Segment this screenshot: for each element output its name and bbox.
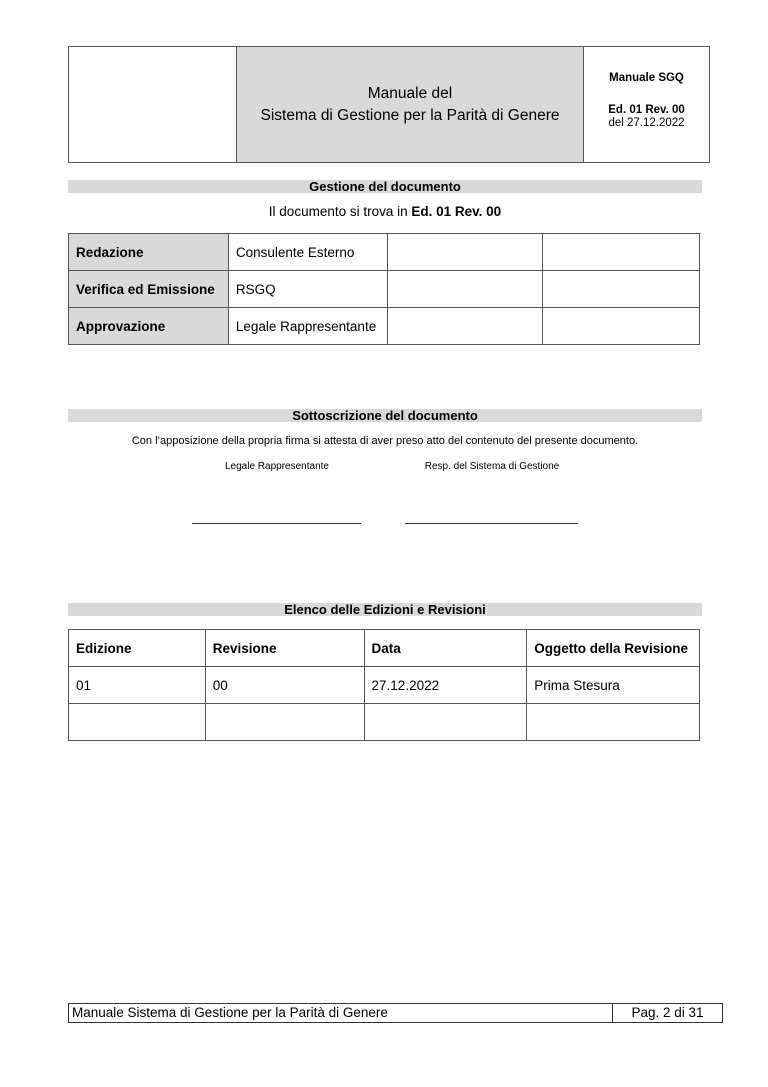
signer-label-1: Legale Rappresentante [225, 461, 329, 472]
table-row [69, 667, 700, 704]
page-footer [68, 1003, 723, 1023]
table-row [69, 234, 700, 271]
revisions-table [68, 629, 700, 741]
edition: Ed. 01 Rev. 00 [608, 104, 685, 116]
column-header: Data [364, 630, 527, 667]
empty-cell [387, 308, 543, 345]
document-title [237, 47, 584, 162]
empty-cell [543, 234, 700, 271]
footer-title: Manuale Sistema di Gestione per la Parità di Genere [69, 1004, 613, 1022]
row-value: Consulente Esterno [228, 234, 387, 271]
table-cell: 00 [205, 667, 364, 704]
table-cell [69, 704, 206, 741]
row-label: Approvazione [69, 308, 229, 345]
doc-code: Manuale SGQ [609, 72, 684, 84]
document-header [68, 46, 710, 163]
table-row [69, 271, 700, 308]
table-cell [205, 704, 364, 741]
approval-table [68, 233, 700, 345]
table-cell [364, 704, 527, 741]
signature-statement: Con l’apposizione della propria firma si attesta di aver preso atto del contenuto del presente documento. [131, 435, 639, 447]
page-number: Pag. 2 di 31 [631, 1005, 704, 1020]
section-heading-revisioni: Elenco delle Edizioni e Revisioni [68, 603, 702, 616]
column-header: Revisione [205, 630, 364, 667]
signature-line-1[interactable] [192, 523, 361, 524]
empty-cell [543, 308, 700, 345]
table-cell [527, 704, 700, 741]
section-heading-gestione: Gestione del documento [68, 180, 702, 193]
section-heading-sottoscrizione: Sottoscrizione del documento [68, 409, 702, 422]
column-header: Edizione [69, 630, 206, 667]
column-header: Oggetto della Revisione [527, 630, 700, 667]
edition-date: del 27.12.2022 [608, 117, 685, 129]
document-status [68, 204, 702, 219]
empty-cell [387, 271, 543, 308]
row-value: Legale Rappresentante [228, 308, 387, 345]
signer-label-2: Resp. del Sistema di Gestione [424, 461, 560, 472]
row-label: Verifica ed Emissione [69, 271, 229, 308]
table-cell: 27.12.2022 [364, 667, 527, 704]
logo-area [69, 47, 237, 162]
row-label: Redazione [69, 234, 229, 271]
table-row [69, 308, 700, 345]
status-prefix: Il documento si trova in [268, 204, 412, 219]
title-line-2: Sistema di Gestione per la Parità di Genere [260, 106, 560, 124]
table-cell: 01 [69, 667, 206, 704]
status-edition: Ed. 01 Rev. 00 [411, 204, 502, 219]
row-value: RSGQ [228, 271, 387, 308]
signature-line-2[interactable] [405, 523, 578, 524]
document-meta [584, 47, 709, 162]
table-header-row [69, 630, 700, 667]
table-cell: Prima Stesura [527, 667, 700, 704]
title-line-1: Manuale del [367, 84, 453, 102]
empty-cell [387, 234, 543, 271]
empty-cell [543, 271, 700, 308]
table-row [69, 704, 700, 741]
